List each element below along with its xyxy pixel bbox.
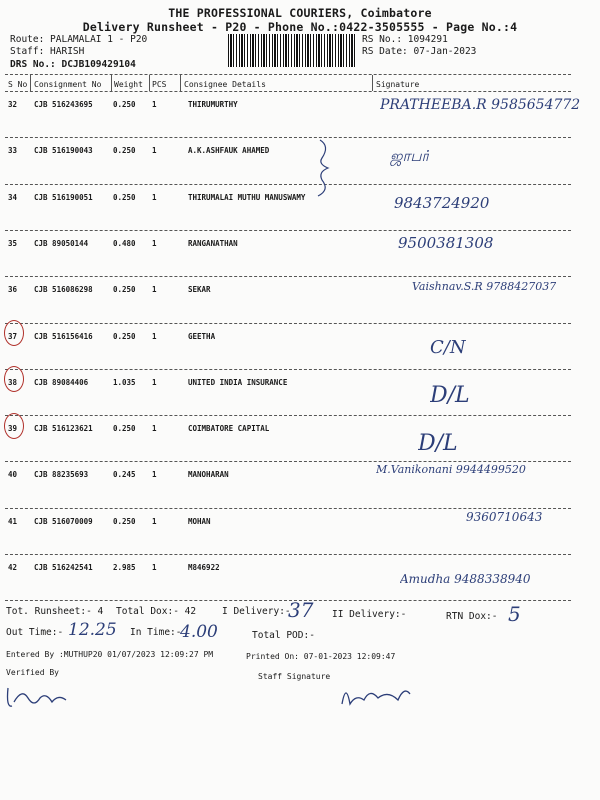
rs-date: RS Date: 07-Jan-2023	[362, 46, 477, 57]
row-consignment: CJB 89050144	[34, 238, 89, 248]
row-pcs: 1	[152, 516, 157, 526]
col-weight: Weight	[114, 80, 143, 89]
row-signature: C/N	[430, 336, 466, 358]
row-consignment: CJB 516070009	[34, 516, 93, 526]
i-delivery-value: 37	[288, 598, 314, 622]
row-divider	[5, 323, 571, 324]
row-consignee: COIMBATORE CAPITAL	[188, 424, 270, 434]
row-consignee: THIRUMURTHY	[188, 100, 238, 109]
row-signature: ஜாபர்	[390, 147, 430, 166]
printed-on: Printed On: 07-01-2023 12:09:47	[246, 652, 396, 661]
row-consignee: SEKAR	[188, 285, 211, 295]
row-pcs: 1	[152, 146, 157, 156]
brace-mark	[300, 138, 340, 198]
row-divider	[5, 415, 571, 416]
row-pcs: 1	[152, 563, 157, 572]
row-signature: D/L	[418, 431, 458, 457]
runsheet-title: Delivery Runsheet - P20 - Phone No.:0422-3505555 - Page No.:4	[82, 20, 518, 34]
row-signature: D/L	[430, 382, 470, 408]
row-divider	[5, 369, 571, 370]
row-divider	[5, 554, 571, 555]
row-weight: 0.250	[113, 424, 136, 434]
row-consignee: MOHAN	[188, 516, 211, 526]
row-consignment: CJB 516156416	[34, 331, 93, 341]
col-consignee: Consignee Details	[184, 80, 266, 89]
row-weight: 0.250	[113, 285, 136, 295]
circle-mark	[4, 413, 24, 439]
rtn-dox-label: RTN Dox:-	[446, 611, 498, 622]
row-signature: Amudha 9488338940	[400, 572, 531, 586]
route-label: Route: PALAMALAI 1 - P20	[10, 34, 148, 45]
row-consignment: CJB 516190043	[34, 146, 93, 156]
circle-mark	[4, 366, 24, 392]
row-consignment: CJB 88235693	[34, 470, 89, 480]
col-sno: S No	[8, 80, 28, 89]
staff-signature-label: Staff Signature	[258, 672, 331, 681]
i-delivery-label: I Delivery:-	[222, 606, 291, 617]
row-consignee: A.K.ASHFAUK AHAMED	[188, 146, 270, 156]
row-sno: 35	[8, 238, 18, 248]
company-name: THE PROFESSIONAL COURIERS, Coimbatore	[168, 6, 432, 20]
row-consignment: CJB 89084406	[34, 377, 89, 387]
row-sno: 42	[8, 563, 18, 572]
row-divider	[5, 461, 571, 462]
row-weight: 0.250	[113, 516, 136, 526]
row-signature: 9500381308	[398, 233, 494, 252]
row-signature: M.Vanikonani 9944499520	[376, 463, 526, 477]
circle-mark	[4, 320, 24, 346]
col-consignment: Consignment No	[34, 80, 102, 89]
row-signature: PRATHEEBA.R 9585654772	[380, 97, 580, 113]
row-signature: 9360710643	[466, 509, 543, 524]
drs-number: DRS No.: DCJB109429104	[10, 59, 136, 70]
row-sno: 39	[8, 424, 18, 434]
row-consignee: M846922	[188, 563, 220, 572]
row-divider	[5, 276, 571, 277]
row-pcs: 1	[152, 377, 157, 387]
row-pcs: 1	[152, 424, 157, 434]
barcode	[228, 34, 356, 67]
col-signature: Signature	[376, 80, 420, 89]
row-divider	[5, 230, 571, 231]
row-pcs: 1	[152, 470, 157, 480]
row-weight: 0.480	[113, 238, 136, 248]
row-divider	[5, 508, 571, 509]
row-weight: 0.250	[113, 100, 136, 109]
row-consignee: GEETHA	[188, 331, 216, 341]
row-pcs: 1	[152, 192, 157, 202]
row-consignee: THIRUMALAI MUTHU MANUSWAMY	[188, 192, 306, 202]
row-signature: Vaishnav.S.R 9788427037	[412, 280, 557, 294]
row-pcs: 1	[152, 100, 157, 109]
row-pcs: 1	[152, 238, 157, 248]
handwritten-signatures	[0, 680, 600, 730]
rtn-dox-value: 5	[508, 602, 521, 626]
total-dox: Total Dox:- 42	[116, 606, 197, 617]
row-sno: 41	[8, 516, 18, 526]
row-weight: 0.250	[113, 331, 136, 341]
row-consignment: CJB 516123621	[34, 424, 93, 434]
row-pcs: 1	[152, 285, 157, 295]
row-consignee: MANOHARAN	[188, 470, 229, 480]
row-sno: 32	[8, 100, 18, 109]
rs-number: RS No.: 1094291	[362, 34, 448, 45]
row-divider	[5, 137, 571, 138]
row-weight: 2.985	[113, 563, 136, 572]
row-sno: 37	[8, 331, 18, 341]
row-sno: 38	[8, 377, 18, 387]
row-weight: 0.250	[113, 192, 136, 202]
row-consignee: UNITED INDIA INSURANCE	[188, 377, 288, 387]
entered-by: Entered By :MUTHUP20 01/07/2023 12:09:27 PM	[6, 650, 214, 659]
row-consignment: CJB 516086298	[34, 285, 93, 295]
row-weight: 0.250	[113, 146, 136, 156]
row-sno: 33	[8, 146, 18, 156]
row-sno: 34	[8, 192, 18, 202]
row-consignment: CJB 516243695	[34, 100, 93, 109]
in-time-value: 4.00	[180, 622, 218, 642]
row-sno: 36	[8, 285, 18, 295]
row-pcs: 1	[152, 331, 157, 341]
row-sno: 40	[8, 470, 18, 480]
row-divider	[5, 184, 571, 185]
row-consignment: CJB 516242541	[34, 563, 93, 572]
ii-delivery: II Delivery:-	[332, 609, 407, 620]
out-time-value: 12.25	[68, 620, 117, 640]
staff-label: Staff: HARISH	[10, 46, 85, 57]
col-pcs: PCS	[152, 80, 167, 89]
row-consignment: CJB 516190051	[34, 192, 93, 202]
total-pod: Total POD:-	[252, 630, 315, 641]
row-weight: 0.245	[113, 470, 136, 480]
row-consignee: RANGANATHAN	[188, 238, 238, 248]
row-weight: 1.035	[113, 377, 136, 387]
tot-runsheet: Tot. Runsheet:- 4	[6, 606, 104, 617]
row-signature: 9843724920	[394, 193, 490, 212]
in-time-label: In Time:-	[130, 627, 182, 638]
verified-by: Verified By	[6, 668, 59, 677]
out-time-label: Out Time:-	[6, 627, 64, 638]
